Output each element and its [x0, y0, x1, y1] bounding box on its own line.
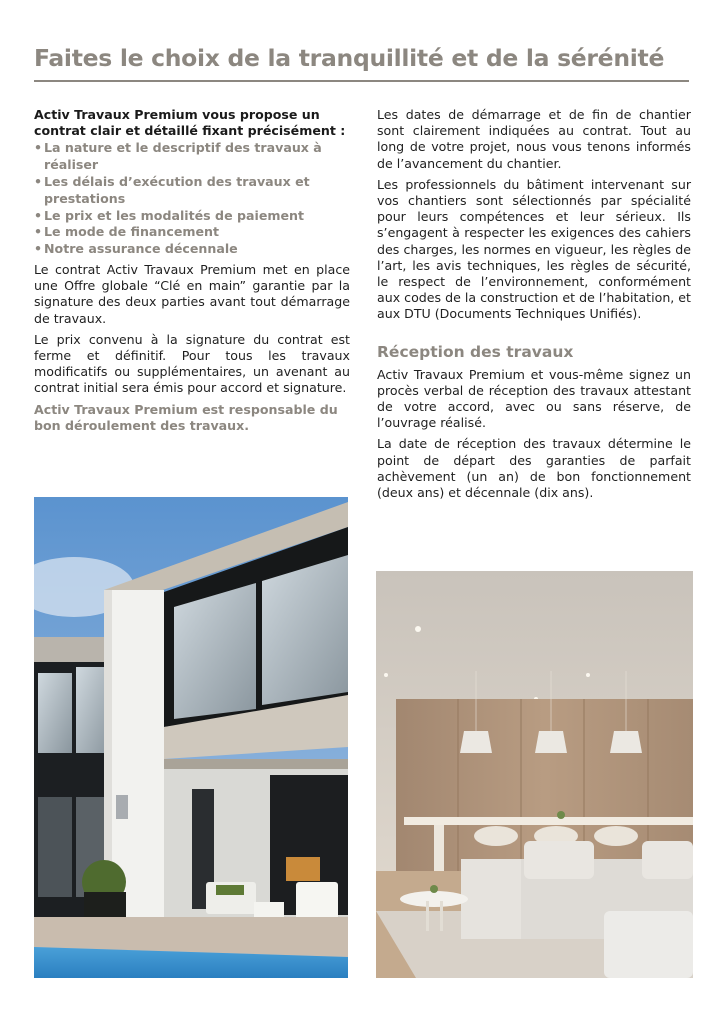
- list-item: • La nature et le descriptif des travaux à réaliser: [34, 140, 322, 173]
- living-room-image: [376, 571, 693, 978]
- bullet-icon: •: [34, 207, 43, 223]
- title-divider: [34, 80, 689, 82]
- interior-illustration: [376, 571, 693, 978]
- left-column: [34, 107, 350, 439]
- guarantees-paragraph: La date de réception des travaux détermine le point de départ des garanties de parfait achèvement (un an) de bon fonctionnement (deux ans) et décennale (dix ans).: [377, 436, 691, 501]
- house-illustration: [34, 497, 348, 978]
- list-item: • Notre assurance décennale: [34, 241, 238, 257]
- right-column: [377, 107, 691, 506]
- offer-paragraph: Le contrat Activ Travaux Premium met en place une Offre globale “Clé en main” garantie par la signature des deux parties avant tout démarrage de travaux.: [34, 261, 350, 326]
- contract-lead: Activ Travaux Premium vous propose un contrat clair et détaillé fixant précisément :: [34, 107, 346, 139]
- bullet-icon: •: [34, 224, 43, 240]
- dates-paragraph: Les dates de démarrage et de fin de chantier sont clairement indiquées au contrat. Tout au long de votre projet, nous vous tenons informés de l’avancement du chantier.: [377, 107, 691, 171]
- price-paragraph: Le prix convenu à la signature du contrat est ferme et définitif. Pour tous les travaux modificatifs ou supplémentaires, un avenant au contrat initial sera émis pour accord et signature.: [34, 331, 350, 396]
- page-title: Faites le choix de la tranquillité et de la sérénité: [34, 44, 665, 72]
- bullet-icon: •: [34, 140, 43, 156]
- list-item: • Les délais d’exécution des travaux et prestations: [34, 174, 310, 206]
- bullet-icon: •: [34, 241, 43, 257]
- responsibility-statement: Activ Travaux Premium est responsable du bon déroulement des travaux.: [34, 401, 338, 433]
- contract-items-list: [34, 140, 350, 258]
- house-exterior-image: [34, 497, 348, 978]
- reception-paragraph: Activ Travaux Premium et vous-même signez un procès verbal de réception des travaux attestant de votre accord, avec ou sans réserve, de l’ouvrage réalisé.: [377, 366, 691, 431]
- bullet-icon: •: [34, 174, 43, 189]
- list-item: • Le mode de financement: [34, 224, 220, 240]
- list-item: • Le prix et les modalités de paiement: [34, 207, 305, 223]
- professionals-paragraph: Les professionnels du bâtiment intervenant sur vos chantiers sont sélectionnés par spécialité pour leurs compétences et leur sérieux. Ils s’engagent à respecter les exigences des cahiers des charges, les normes en vigueur, les règles de l’art, les avis techniques, les règles de sécurité, le respect de l’environnement, conformément aux codes de la construction et de l’habitation, et aux DTU (Documents Techniques Unifiés).: [377, 176, 691, 322]
- reception-heading: Réception des travaux: [377, 342, 574, 361]
